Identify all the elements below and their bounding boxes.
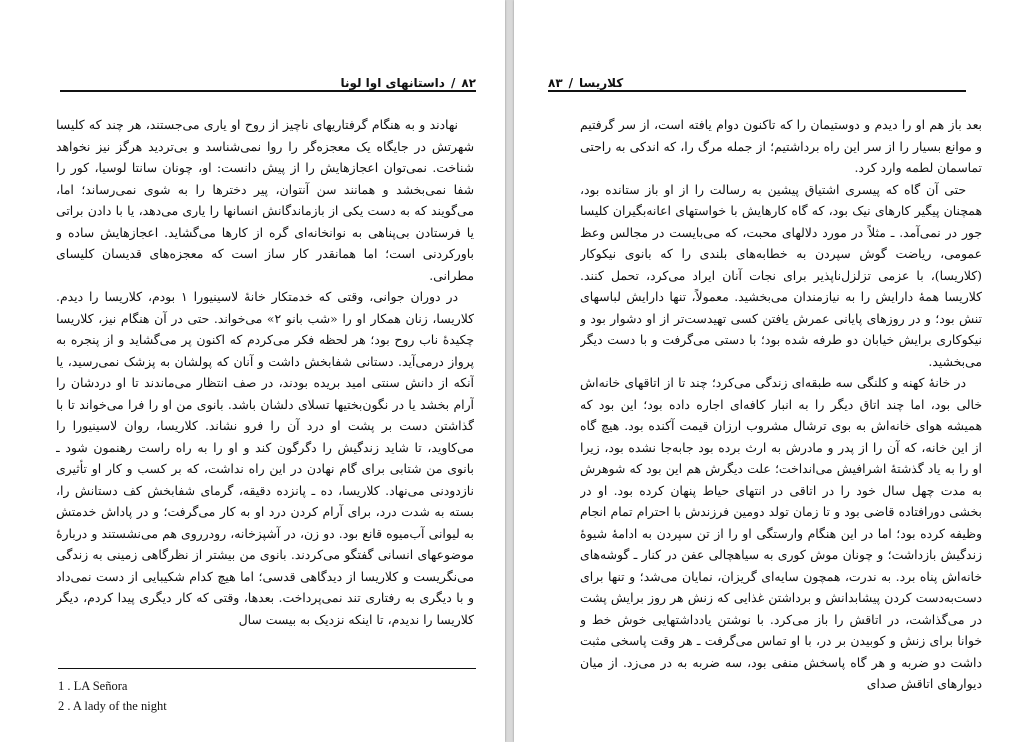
right-page-number: ۸۳ [548, 76, 563, 90]
right-paragraph: بعد باز هم او را دیدم و دوستیمان را که تاکنون دوام یافته است، از سر گرفتیم و موانع بسیار را از سر این راه برداشتیم؛ از جمله مرگ را، که اندکی به راحتی تماسمان لطمه وارد کرد. [580, 117, 982, 175]
header-separator: / [450, 76, 456, 90]
right-running-title: کلاریسا [579, 76, 624, 90]
right-page-header [548, 68, 958, 90]
footnotes [58, 676, 478, 716]
right-paragraph: حتی آن گاه که پیسری اشتیاق پیشین به رسالت را از او باز ستانده بود، همچنان پیگیر کارهای نیک بود، که گاه کارهایش با خواستهای اعانه‌بگیران کلیسا جور در نمی‌آمد. ـ مثلاً در مورد دلالهای محبت، که می‌بایست در مجالس وعظ عمومی، ریاضت گوش سپردن به خطابه‌های بلندی را که بانوی نیکوکار (کلاریسا)، با عزمی تزلزل‌ناپذیر برای نجات آنان ایراد می‌کرد، تحمل کنند. کلاریسا همهٔ دارایش را به نیازمندان می‌بخشید. معمولاً، تنها دارایش لباسهای تنش بود؛ و در روزهای پایانی عمرش یافتن کسی تهیدست‌تر از او دشوار بود و نیکوکاری برایش خیابان دو طرفه شده بود؛ با دستی می‌گرفت و با دست دیگر می‌بخشید. [580, 181, 982, 369]
footnote-1: 1 . LA Señora [58, 679, 128, 693]
right-page [514, 0, 1024, 742]
footnote-rule [58, 668, 476, 669]
header-separator: / [568, 76, 574, 90]
right-header-rule [548, 90, 966, 92]
left-paragraph: نهادند و به هنگام گرفتاریهای ناچیز از روح او یاری می‌جستند، هر چند که کلیسا شهرتش در جایگاه یک معجزه‌گر را روا نمی‌شناسد و بی‌تردید هرگز نیز نخواهد شناخت. نمی‌توان اعجازهایش را از پیش دانست: او، چونان سانتا لوسیا، کور را شفا نمی‌بخشد و همانند سن آنتوان، پیر دخترها را به شوی نمی‌رساند؛ اما، می‌گویند که به دست یکی از بازماندگانش انسانها را یاری می‌دهد، یا با دادن براتی یا فرستادن بی‌پناهی به نوانخانه‌ای گره از کارها می‌گشاید. اعجازهایش ساده و باورکردنی است؛ اما همانقدر کار ساز است که معجزه‌های قدیسان کلیسای مطرانی. [56, 117, 474, 283]
left-header-rule [60, 90, 476, 92]
right-paragraph: در خانهٔ کهنه و کلنگی سه طبقه‌ای زندگی می‌کرد؛ چند تا از اتاقهای خانه‌اش خالی بود، اما چند اتاق دیگر را به انبار کافه‌ای اجاره داده بود؛ این بود که همیشه هوای خانه‌اش به بوی ترشال مشروب ارزان قیمت آکنده بود. هیچ گاه از این خانه، که آن را از پدر و مادرش به ارث برده بود جابه‌جا نشده بود، زیرا او را به یاد گذشتهٔ اشرافیش می‌انداخت؛ علت دیگرش هم این بود که شوهرش به مدت چهل سال خود را در اتاقی در انتهای حیاط پنهان کرده بود. او در بخشی دورافتاده قاضی بود و تا زمان تولد دومین فرزندش با احترام تمام انجام وظیفه کرده بود؛ اما در این هنگام وارستگی او را از تن سپردن به ادامهٔ شیوهٔ زندگیش بازداشت؛ و چونان موش کوری به سیاهچالی عفن در کنار ـ گوشه‌های خانه‌اش پناه برد. به ندرت، همچون سایه‌ای گریزان، نمایان می‌شد؛ و تنها برای دست‌به‌دست کردن پیشابدانش و برداشتن غذایی که زنش هر روز برایش پشت در می‌گذاشت، در اتاقش را باز می‌کرد. با نوشتن یادداشتهایی خوش خط و خوانا برای زنش و کوبیدن بر در، با او تماس می‌گرفت ـ هر وقت پاسخی مثبت داشت دو ضربه و هر گاه پاسخش منفی بود، سه ضربه به در می‌زد. از میان دیوارهای اتاقش صدای [580, 375, 982, 691]
left-running-title: داستانهای اوا لونا [340, 76, 445, 90]
left-page [0, 0, 505, 742]
left-body-text [56, 114, 474, 666]
left-page-number: ۸۲ [461, 76, 476, 90]
left-paragraph: در دوران جوانی، وقتی که خدمتکار خانهٔ لاسینیورا ۱ بودم، کلاریسا را دیدم. کلاریسا، زنان همکار او را «شب بانو ۲» می‌خواند. حتی در آن هنگام نیز، کلاریسا چکیدهٔ ناب روح بود؛ هر لحظه فکر می‌کردم که اکنون پر می‌گشاید و از پنجره به پرواز درمی‌آید. دستانی شفابخش داشت و آنان که پولشان به پزشک نمی‌رسید، یا آنکه از دانش سنتی امید بریده بودند، در صف انتظار می‌ماندند تا او دردشان را آرام بخشد یا در نگون‌بختیها تسلای دلشان باشد. بانوی من او را فرا می‌خواند تا با گذاشتن دست بر پشت او درد آن را فرو نشاند. کلاریسا، روان لاسینیورا را می‌کاوید، تا شاید زندگیش را دگرگون کند و او را به راه راست رهنمون شود ـ بانوی من شتابی برای گام نهادن در این راه نداشت، که بر کسب و کار او تأثیری نازدودنی می‌نهاد. کلاریسا، ده ـ پانزده دقیقه، گرمای شفابخش کف دستانش را، بسته به شدت درد، برای آرام کردن درد او به کار می‌گرفت؛ و در پاداش خدمتش به لیوانی آب‌میوه قانع بود. دو زن، در آشپزخانه، رودرروی هم می‌نشستند و دربارهٔ موضوعهای انسانی گفتگو می‌کردند. بانوی من بیشتر از نظرگاهی زمینی به زندگی می‌نگریست و کلاریسا از دیدگاهی قدسی؛ اما هیچ کدام شکیبایی از دست نمی‌داد و با دیگری به رفتاری تند نمی‌پرداخت. بعدها، وقتی که کار دیگری پیدا کردم، دیگر کلاریسا را ندیدم، تا اینکه نزدیک به بیست سال [56, 289, 474, 627]
footnote-2: 2 . A lady of the night [58, 699, 167, 713]
left-page-header [36, 68, 476, 90]
right-body-text [580, 114, 982, 714]
